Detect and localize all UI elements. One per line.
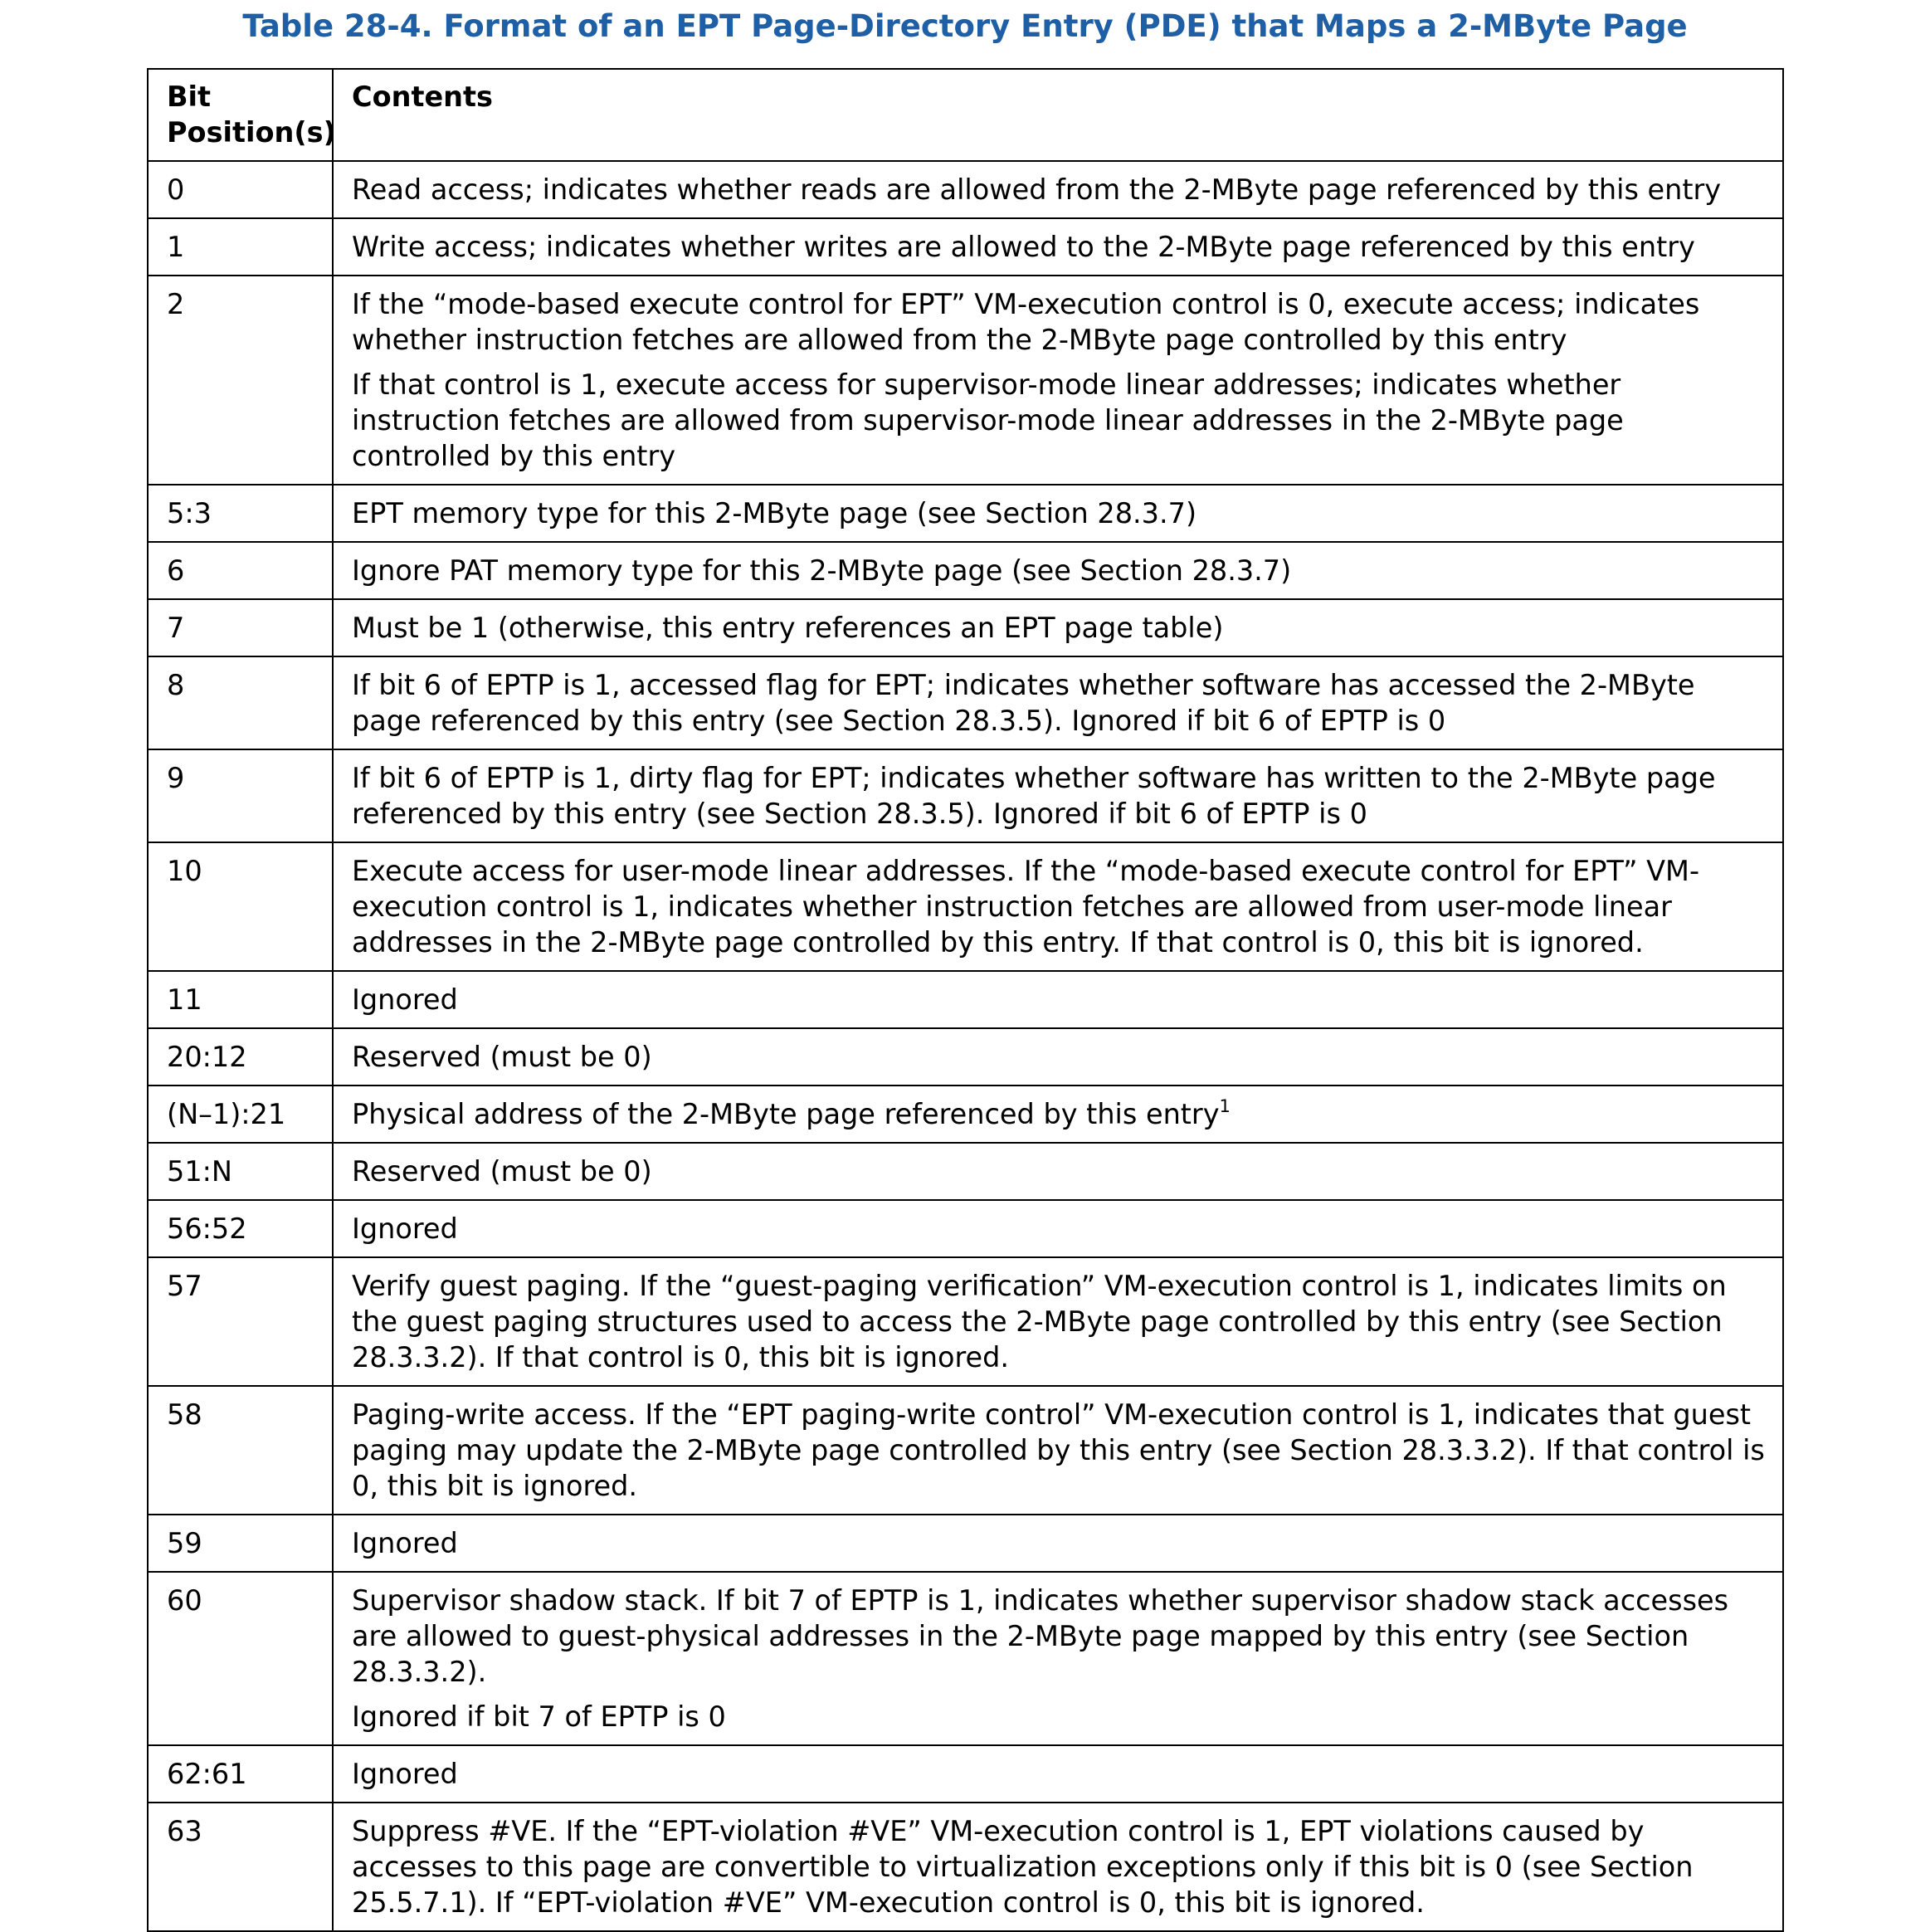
table-caption: Table 28-4. Format of an EPT Page-Directory Entry (PDE) that Maps a 2-MByte Page [242, 8, 1688, 44]
table-row [148, 485, 1783, 542]
contents-paragraph [352, 1096, 1769, 1132]
bit-position-cell: 5:3 [148, 485, 333, 542]
pde-format-table [147, 68, 1784, 1932]
contents-text: Reserved (must be 0) [352, 1041, 652, 1073]
contents-paragraph [352, 1211, 1769, 1247]
bit-position-cell: 7 [148, 599, 333, 656]
contents-text: Physical address of the 2-MByte page referenced by this entry [352, 1098, 1220, 1130]
bit-position-cell: 60 [148, 1572, 333, 1745]
contents-text: If the “mode-based execute control for EPT” VM-execution control is 0, execute access; indicates whether instruction fetches are allowed from the 2-MByte page controlled by this entry [352, 288, 1700, 356]
table-row [148, 1515, 1783, 1572]
table-row [148, 1028, 1783, 1086]
bit-position-cell: 58 [148, 1386, 333, 1515]
contents-paragraph [352, 1397, 1769, 1504]
bit-position-cell: 57 [148, 1257, 333, 1386]
contents-text: Write access; indicates whether writes are allowed to the 2-MByte page referenced by this entry [352, 231, 1695, 263]
contents-cell [333, 1386, 1783, 1515]
table-row [148, 542, 1783, 599]
contents-paragraph [352, 286, 1769, 358]
contents-cell [333, 1086, 1783, 1143]
contents-text: If that control is 1, execute access for supervisor-mode linear addresses; indicates whether instruction fetches are allowed from supervisor-mode linear addresses in the 2-MByte page controlled by this entry [352, 368, 1624, 472]
contents-paragraph [352, 367, 1769, 474]
contents-cell [333, 1257, 1783, 1386]
table-row [148, 218, 1783, 276]
contents-cell [333, 1200, 1783, 1257]
contents-text: EPT memory type for this 2-MByte page (see Section 28.3.7) [352, 497, 1197, 529]
bit-position-cell: 0 [148, 161, 333, 218]
contents-text: Ignored if bit 7 of EPTP is 0 [352, 1700, 726, 1733]
contents-paragraph [352, 982, 1769, 1017]
contents-text: Execute access for user-mode linear addresses. If the “mode-based execute control for EPT” VM-execution control is 1, indicates whether instruction fetches are allowed from user-mode linear addresses in the 2-MByte page controlled by this entry. If that control is 0, this bit is ignored. [352, 855, 1700, 959]
contents-text: Ignored [352, 1212, 458, 1245]
contents-cell [333, 1143, 1783, 1200]
bit-position-header [148, 69, 336, 161]
contents-cell [333, 1572, 1783, 1745]
table-row [148, 1745, 1783, 1803]
table-body [148, 161, 1783, 1931]
bit-position-cell: 6 [148, 542, 333, 599]
table-row [148, 971, 1783, 1028]
table-row [148, 1572, 1783, 1745]
contents-cell [333, 842, 1783, 971]
bit-position-cell: 9 [148, 749, 333, 842]
contents-cell [333, 485, 1783, 542]
contents-text: Paging-write access. If the “EPT paging-write control” VM-execution control is 1, indicates that guest paging may update the 2-MByte page controlled by this entry (see Section 28.3.3.2). If that control is 0, this bit is ignored. [352, 1398, 1765, 1502]
bit-position-cell: (N–1):21 [148, 1086, 333, 1143]
table-row [148, 161, 1783, 218]
contents-cell [333, 161, 1783, 218]
contents-paragraph [352, 1699, 1769, 1734]
bit-position-cell: 1 [148, 218, 333, 276]
bit-position-cell: 8 [148, 656, 333, 749]
contents-cell [333, 599, 1783, 656]
contents-cell [333, 1515, 1783, 1572]
contents-header: Contents [333, 69, 1783, 161]
contents-text: Reserved (must be 0) [352, 1155, 652, 1188]
contents-cell [333, 1803, 1783, 1931]
contents-paragraph [352, 229, 1769, 265]
table-header-row [148, 69, 1783, 161]
contents-paragraph [352, 1154, 1769, 1189]
contents-text: Ignored [352, 1527, 458, 1559]
bit-position-cell: 20:12 [148, 1028, 333, 1086]
contents-paragraph [352, 1813, 1769, 1920]
table-row [148, 842, 1783, 971]
bit-position-cell: 62:61 [148, 1745, 333, 1803]
bit-header-line1: Bit [167, 80, 212, 113]
contents-cell [333, 656, 1783, 749]
contents-paragraph [352, 1268, 1769, 1375]
contents-paragraph [352, 1039, 1769, 1075]
contents-text: Suppress #VE. If the “EPT-violation #VE” VM-execution control is 1, EPT violations caused by accesses to this page are convertible to virtualization exceptions only if this bit is 0 (see Section 25.5.7.1). If “EPT-violation #VE” VM-execution control is 0, this bit is ignored. [352, 1815, 1694, 1919]
contents-paragraph [352, 1756, 1769, 1792]
contents-paragraph [352, 853, 1769, 960]
contents-text: Ignored [352, 983, 458, 1016]
table-row [148, 276, 1783, 485]
contents-text: Ignore PAT memory type for this 2-MByte page (see Section 28.3.7) [352, 554, 1292, 587]
table-row [148, 1803, 1783, 1931]
contents-paragraph [352, 1583, 1769, 1690]
contents-text: If bit 6 of EPTP is 1, dirty flag for EPT; indicates whether software has written to the 2-MByte page referenced by this entry (see Section 28.3.5). Ignored if bit 6 of EPTP is 0 [352, 762, 1716, 830]
contents-paragraph [352, 610, 1769, 646]
table-row [148, 1386, 1783, 1515]
contents-cell [333, 1745, 1783, 1803]
table-row [148, 656, 1783, 749]
bit-position-cell: 63 [148, 1803, 333, 1931]
contents-paragraph [352, 172, 1769, 207]
contents-text: Ignored [352, 1758, 458, 1790]
contents-cell [333, 276, 1783, 485]
contents-text: Read access; indicates whether reads are allowed from the 2-MByte page referenced by this entry [352, 173, 1722, 206]
contents-text: Verify guest paging. If the “guest-paging verification” VM-execution control is 1, indicates limits on the guest paging structures used to access the 2-MByte page controlled by this entry (see Section 28.3.3.2). If that control is 0, this bit is ignored. [352, 1270, 1727, 1373]
table-row [148, 1257, 1783, 1386]
bit-position-cell: 10 [148, 842, 333, 971]
contents-text: Must be 1 (otherwise, this entry references an EPT page table) [352, 612, 1224, 644]
contents-cell [333, 749, 1783, 842]
bit-position-cell: 11 [148, 971, 333, 1028]
bit-position-cell: 51:N [148, 1143, 333, 1200]
contents-paragraph [352, 495, 1769, 531]
footnote-marker: 1 [1219, 1096, 1231, 1116]
contents-paragraph [352, 1525, 1769, 1561]
contents-text: Supervisor shadow stack. If bit 7 of EPTP is 1, indicates whether supervisor shadow stack accesses are allowed to guest-physical addresses in the 2-MByte page mapped by this entry (see Section 28.3.3.2). [352, 1584, 1729, 1688]
table-row [148, 1200, 1783, 1257]
contents-cell [333, 218, 1783, 276]
table-row [148, 1143, 1783, 1200]
contents-paragraph [352, 553, 1769, 588]
contents-cell [333, 971, 1783, 1028]
contents-text: If bit 6 of EPTP is 1, accessed flag for EPT; indicates whether software has accessed the 2-MByte page referenced by this entry (see Section 28.3.5). Ignored if bit 6 of EPTP is 0 [352, 669, 1695, 737]
bit-header-line2: Position(s) [167, 116, 336, 149]
contents-paragraph [352, 667, 1769, 739]
bit-position-cell: 2 [148, 276, 333, 485]
contents-paragraph [352, 760, 1769, 832]
table-row [148, 1086, 1783, 1143]
bit-position-cell: 56:52 [148, 1200, 333, 1257]
table-row [148, 749, 1783, 842]
contents-cell [333, 1028, 1783, 1086]
contents-cell [333, 542, 1783, 599]
table-row [148, 599, 1783, 656]
bit-position-cell: 59 [148, 1515, 333, 1572]
